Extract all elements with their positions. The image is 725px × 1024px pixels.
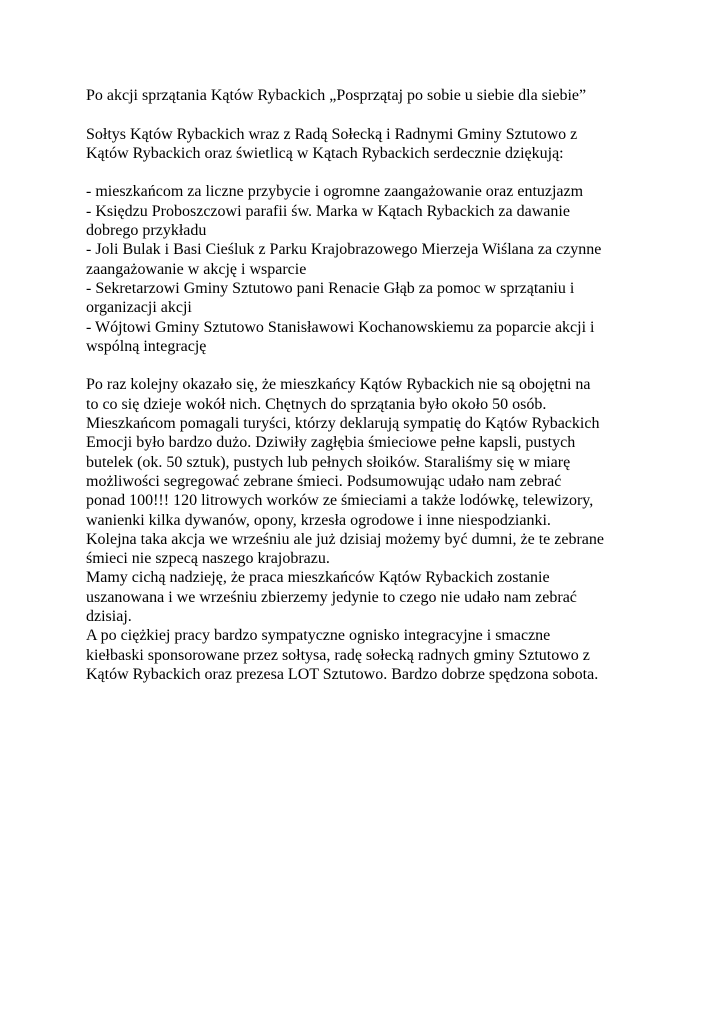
body-line: kiełbaski sponsorowane przez sołtysa, radę sołecką radnych gminy Sztutowo z [86,646,590,664]
body-line: Emocji było bardzo dużo. Dziwiły zagłębia śmieciowe pełne kapsli, pustych [86,434,576,452]
intro-paragraph [86,125,666,164]
body-line: to co się dzieje wokół nich. Chętnych do sprzątania było około 50 osób. [86,395,547,413]
thanks-line: - Sekretarzowi Gminy Sztutowo pani Renacie Głąb za pomoc w sprzątaniu i [86,279,575,297]
thanks-line: wspólną integrację [86,337,207,355]
body-line: A po ciężkiej pracy bardzo sympatyczne ognisko integracyjne i smaczne [86,627,551,645]
document-title: Po akcji sprzątania Kątów Rybackich „Posprzątaj po sobie u siebie dla siebie” [86,87,587,104]
intro-line: Sołtys Kątów Rybackich wraz z Radą Sołecką i Radnymi Gminy Sztutowo z [86,125,578,143]
thanks-line: - Wójtowi Gminy Sztutowo Stanisławowi Kochanowskiemu za poparcie akcji i [86,318,595,336]
thanks-list [86,182,666,356]
body-line: Mamy cichą nadzieję, że praca mieszkańców Kątów Rybackich zostanie [86,569,550,587]
paragraph-gap [86,356,666,375]
thanks-line: - Księdzu Proboszczowi parafii św. Marka w Kątach Rybackich za dawanie [86,202,570,220]
paragraph-gap [86,105,666,124]
body-line: wanienki kilka dywanów, opony, krzesła ogrodowe i inne niespodzianki. [86,511,551,529]
thanks-line: zaangażowanie w akcję i wsparcie [86,260,307,278]
body-line: Po raz kolejny okazało się, że mieszkańcy Kątów Rybackich nie są obojętni na [86,376,591,394]
thanks-line: organizacji akcji [86,299,192,317]
thanks-line: dobrego przykładu [86,222,207,240]
document-page [86,86,666,684]
body-line: Mieszkańcom pomagali turyści, którzy deklarują sympatię do Kątów Rybackich [86,415,600,433]
paragraph-gap [86,163,666,182]
body-line: dzisiaj. [86,608,132,626]
thanks-line: - mieszkańcom za liczne przybycie i ogromne zaangażowanie oraz entuzjazm [86,183,584,201]
body-line: ponad 100!!! 120 litrowych worków ze śmieciami a także lodówkę, telewizory, [86,492,594,510]
body-line: możliwości segregować zebrane śmieci. Podsumowując udało nam zebrać [86,472,562,490]
body-paragraph [86,375,666,684]
body-line: śmieci nie szpecą naszego krajobrazu. [86,550,330,568]
body-line: Kolejna taka akcja we wrześniu ale już dzisiaj możemy być dumni, że te zebrane [86,530,604,548]
body-line: uszanowana i we wrześniu zbierzemy jedynie to czego nie udało nam zebrać [86,588,577,606]
body-line: butelek (ok. 50 sztuk), pustych lub pełnych słoików. Staraliśmy się w miarę [86,453,571,471]
intro-line: Kątów Rybackich oraz świetlicą w Kątach Rybackich serdecznie dziękują: [86,144,564,162]
body-line: Kątów Rybackich oraz prezesa LOT Sztutowo. Bardzo dobrze spędzona sobota. [86,665,599,683]
thanks-line: - Joli Bulak i Basi Cieśluk z Parku Krajobrazowego Mierzeja Wiślana za czynne [86,241,602,259]
